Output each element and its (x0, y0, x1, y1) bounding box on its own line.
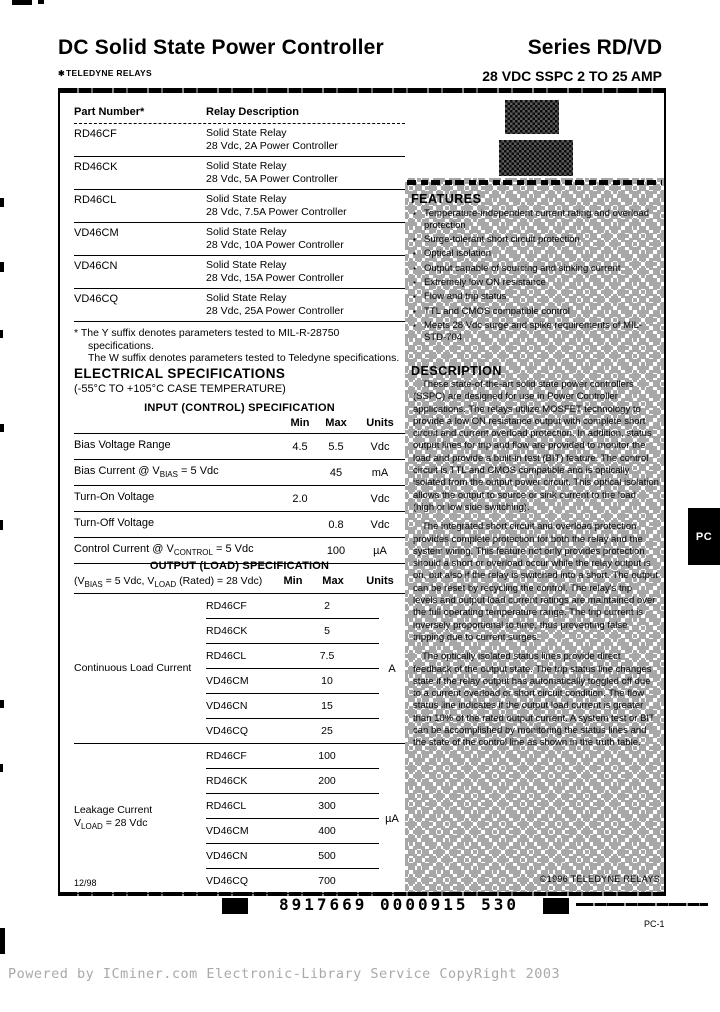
col-max: Max (325, 417, 347, 429)
right-column (407, 92, 662, 892)
continuous-load-current-group (74, 593, 405, 744)
document-code: 8917669 0000915 530 (278, 895, 520, 914)
teledyne-logo-icon: ✱ (58, 69, 66, 78)
part-number: VD46CQ (74, 293, 119, 305)
table-row: RD46CL 7.5 (206, 644, 379, 669)
list-item: ▪ Extremely low ON resistance (413, 277, 657, 289)
barcode-block (222, 898, 248, 914)
table-row: Bias Current @ $V_{BIAS} = 5$ Vdc 45 mA (74, 460, 405, 486)
col-min: Min (283, 575, 303, 587)
list-item: ▪ Output capable of sourcing and sinking current (413, 263, 657, 275)
electrical-specifications-heading: ELECTRICAL SPECIFICATIONS (74, 366, 286, 381)
list-item: ▪ Optical isolation (413, 248, 657, 260)
page-number: PC-1 (644, 919, 665, 929)
group-label: Leakage Current $V_{LOAD} = 28$ Vdc (74, 804, 153, 832)
table-row: Control Current @ $V_{CONTROL} = 5$ Vdc 100 µA (74, 538, 405, 564)
leakage-current-group (74, 744, 405, 894)
description-paragraph: The integrated short circuit and overload protection provides complete protection for both the relay and the system wiring. This feature not only provides protection should a short or overload occur while the relay output is on, but also if the relay is switched into a short. The output can be reset by recycling the control. The relay's trip levels and output load current ratings are maintained over the full operating temperature range. The trip current is inversely proportional to time, thus preventing false tripping due to current surges. (413, 521, 658, 643)
input-spec-column-headers (74, 414, 405, 433)
list-item: ▪ Temperature-independent current rating and overload protection (413, 208, 657, 232)
scan-mark (0, 198, 4, 207)
part-description: Solid State Relay 28 Vdc, 5A Power Controller (206, 160, 338, 185)
scan-mark (0, 520, 3, 530)
scan-mark (0, 928, 5, 954)
list-item: ▪ Meets 28 Vdc surge and spike requirements of MIL-STD-704 (413, 320, 657, 344)
col-part-number: Part Number* (74, 106, 145, 118)
group-unit: µA (385, 812, 399, 825)
table-row (74, 223, 405, 256)
description-paragraph: The optically isolated status lines provide direct feedback of the output state. The trip status line changes state if the relay output has automatically toggled off due to a current overload or short circuit condition. The flow status line indicates if the output load current is greater than 10% of the rated output current. A system test or BIT can be accomplished by monitoring the status lines and the state of the control line as shown in the truth table. (413, 651, 655, 749)
table-row (74, 157, 405, 190)
scan-mark (38, 0, 44, 4)
part-description: Solid State Relay 28 Vdc, 2A Power Controller (206, 127, 338, 152)
description-paragraph: These state-of-the-art solid state power controllers (SSPC) are designed for use in Power Controller applications. The relays utilize MOSFET technology to provide a low ON resistance output with complete short circuit and current overload protection. In addition, status output lines for trip and flow are provided to monitor the load and provide a built-in test (BIT) feature. The control circuit is TTL and CMOS compatible and is optically isolated from the output power circuit. This optical isolation allows the output to source or sink current to the load (high or low side switching). (413, 379, 659, 513)
brand-line (58, 68, 152, 78)
part-number: VD46CN (74, 260, 118, 272)
part-number: RD46CK (74, 161, 118, 173)
col-relay-description: Relay Description (206, 106, 299, 118)
part-description: Solid State Relay 28 Vdc, 15A Power Controller (206, 259, 344, 284)
temperature-range-note: (-55°C TO +105°C CASE TEMPERATURE) (74, 383, 286, 395)
scan-mark (0, 330, 3, 338)
brand-name: TELEDYNE RELAYS (66, 68, 152, 78)
group-label: Continuous Load Current (74, 662, 192, 675)
table-row: RD46CF 2 (206, 594, 379, 619)
part-description: Solid State Relay 28 Vdc, 7.5A Power Controller (206, 193, 347, 218)
list-item: ▪ Surge-tolerant short circuit protection (413, 234, 657, 246)
table-row (74, 256, 405, 289)
scan-mark (12, 0, 32, 5)
features-list (413, 208, 657, 346)
col-units: Units (366, 575, 394, 587)
table-row (74, 289, 405, 322)
part-description: Solid State Relay 28 Vdc, 25A Power Controller (206, 292, 344, 317)
rating-subtitle: 28 VDC SSPC 2 TO 25 AMP (482, 68, 662, 84)
list-item: ▪ TTL and CMOS compatible control (413, 306, 657, 318)
table-row: Bias Voltage Range 4.5 5.5 Vdc (74, 434, 405, 460)
scan-divider (407, 180, 662, 185)
table-row (74, 190, 405, 223)
table-row: RD46CK 200 (206, 769, 379, 794)
col-units: Units (366, 417, 394, 429)
part-number: RD46CL (74, 194, 117, 206)
input-spec-title: INPUT (CONTROL) SPECIFICATION (144, 402, 335, 414)
table-row: Turn-Off Voltage 0.8 Vdc (74, 512, 405, 538)
table-row: RD46CF 100 (206, 744, 379, 769)
table-row: RD46CK 5 (206, 619, 379, 644)
group-unit: A (388, 662, 396, 675)
col-min: Min (290, 417, 310, 429)
description-heading: DESCRIPTION (411, 364, 502, 378)
table-row: VD46CN 15 (206, 694, 379, 719)
series-title: Series RD/VD (527, 36, 662, 59)
scan-mark (0, 764, 3, 772)
input-control-spec-table (74, 402, 405, 564)
copyright-notice: ©1996 TELEDYNE RELAYS (539, 874, 660, 884)
table-row: RD46CL 300 (206, 794, 379, 819)
part-table (74, 100, 405, 365)
relay-product-photo (505, 100, 559, 134)
list-item: ▪ Flow and trip status (413, 291, 657, 303)
table-row: Turn-On Voltage 2.0 Vdc (74, 486, 405, 512)
part-description: Solid State Relay 28 Vdc, 10A Power Controller (206, 226, 344, 251)
scan-mark (0, 700, 4, 708)
part-number: RD46CF (74, 128, 117, 140)
table-row: VD46CN 500 (206, 844, 379, 869)
section-tab-pc: PC (688, 508, 720, 565)
table-row: VD46CQ 25 (206, 725, 333, 738)
scan-smudge (576, 903, 708, 906)
col-max: Max (322, 575, 344, 587)
part-table-header (74, 100, 405, 124)
barcode-block (543, 898, 569, 914)
output-load-spec-table (74, 560, 405, 894)
date-code: 12/98 (74, 878, 97, 888)
features-heading: FEATURES (411, 192, 482, 206)
table-row (74, 124, 405, 157)
datasheet-frame (58, 88, 666, 896)
library-watermark: Powered by ICminer.com Electronic-Library Service CopyRight 2003 (8, 966, 561, 982)
table-row: VD46CQ 700 (206, 875, 336, 888)
scan-mark (0, 424, 4, 432)
relay-product-photo (499, 140, 573, 176)
part-table-footnote: * The Y suffix denotes parameters tested to MIL-R-28750 specifications. The W suffix denotes parameters tested to Teledyne specifications. (74, 327, 400, 364)
output-spec-title: OUTPUT (LOAD) SPECIFICATION (149, 560, 330, 572)
table-row: VD46CM 400 (206, 819, 379, 844)
table-row: VD46CM 10 (206, 669, 379, 694)
part-number: VD46CM (74, 227, 119, 239)
scan-mark (0, 262, 4, 272)
description-text (413, 379, 659, 757)
page-title: DC Solid State Power Controller (58, 36, 384, 59)
output-spec-conditions: ($V_{BIAS} = 5$ Vdc, $V_{LOAD}$ (Rated) = 28 Vdc) Min Max Units (74, 572, 405, 593)
